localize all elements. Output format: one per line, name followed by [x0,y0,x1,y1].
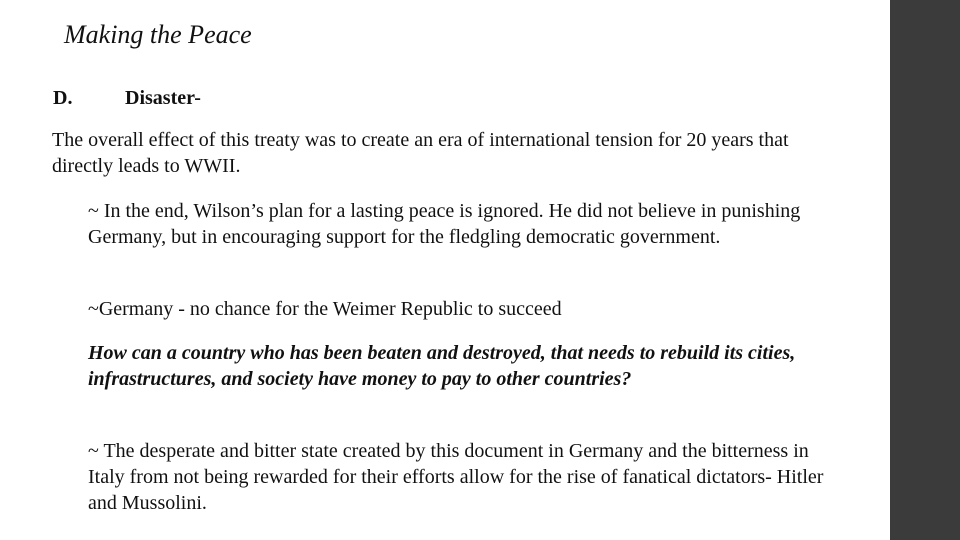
paragraph-treaty-effect: The overall effect of this treaty was to create an era of international tension for 20 years that directly leads to WWII. [52,129,789,177]
paragraph-question: How can a country who has been beaten and destroyed, that needs to rebuild its cities, infrastructures, and society have money to pay to other countries? [88,342,796,390]
right-sidebar-band [890,0,960,540]
paragraph-wilson-plan: ~ In the end, Wilson’s plan for a lasting peace is ignored. He did not believe in punishing Germany, but in encouraging support for the fledgling democratic government. [88,200,801,248]
section-heading-text: Disaster- [125,87,201,109]
paragraph-dictators: ~ The desperate and bitter state created by this document in Germany and the bitterness in Italy from not being rewarded for their efforts allow for the rise of fanatical dictators- Hitler and Mussolini. [88,440,824,514]
slide-title: Making the Peace [64,20,252,49]
paragraph-weimer-republic: ~Germany - no chance for the Weimer Republic to succeed [88,298,562,320]
section-letter: D. [53,87,73,109]
